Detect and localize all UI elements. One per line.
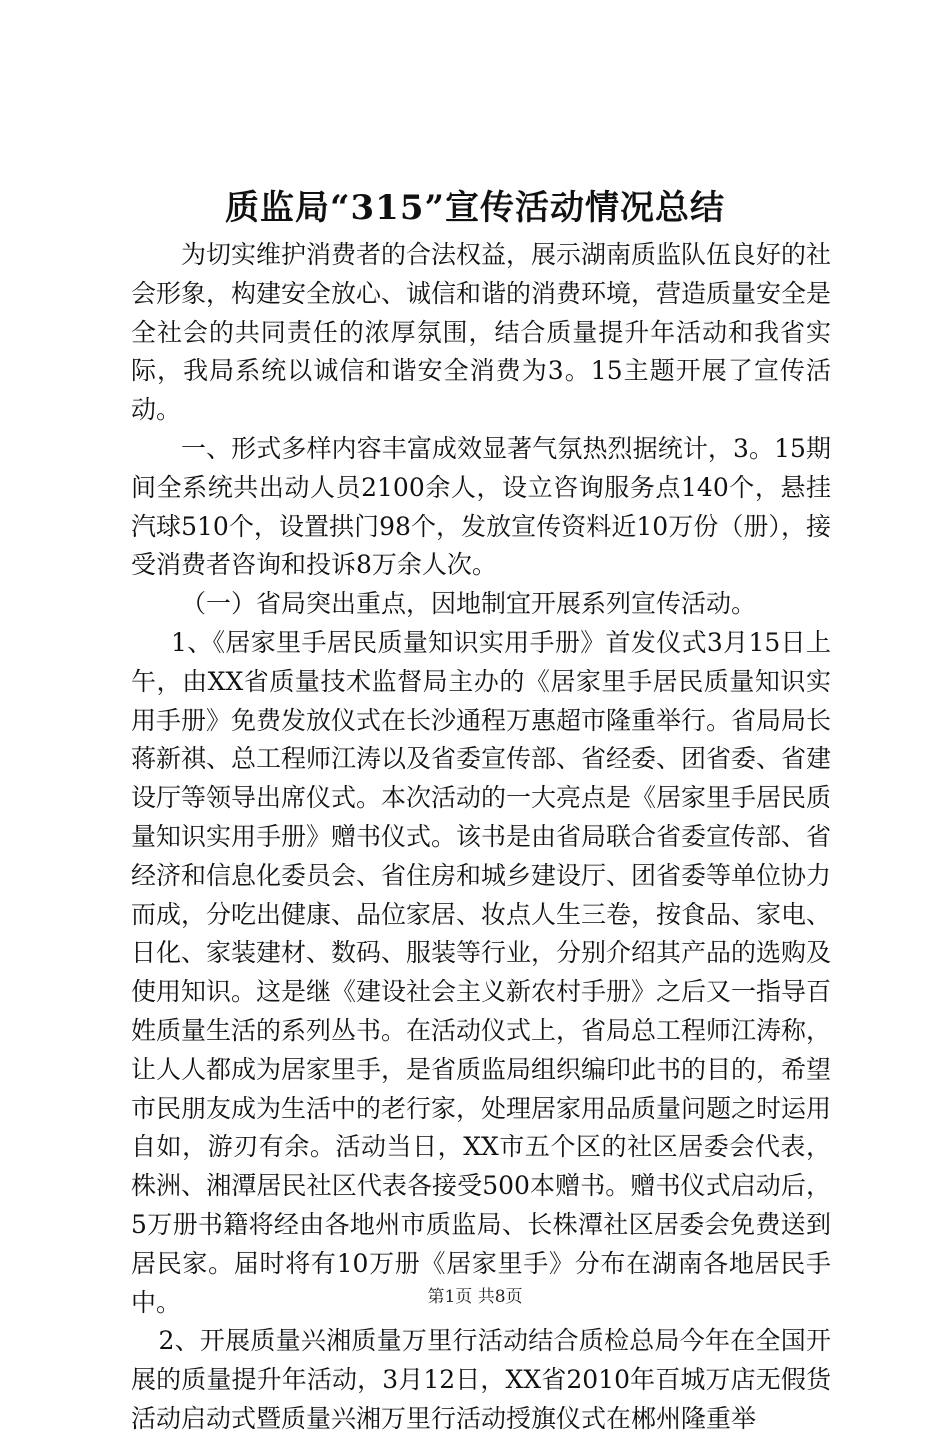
paragraph-intro: 为切实维护消费者的合法权益，展示湖南质监队伍良好的社会形象，构建安全放心、诚信和谐的消费环境，营造质量安全是全社会的共同责任的浓厚氛围，结合质量提升年活动和我省实际，我局系统以诚信和谐安全消费为3。15主题开展了宣传活动。 (131, 240, 832, 425)
paragraph-subsection-one: （一）省局突出重点，因地制宜开展系列宣传活动。 (181, 589, 757, 619)
paragraph-section-one: 一、形式多样内容丰富成效显著气氛热烈据统计，3。15期间全系统共出动人员2100余人，设立咨询服务点140个，悬挂汽球510个，设置拱门98个，发放宣传资料近10万份（册），接受消费者咨询和投诉8万余人次。 (131, 433, 831, 580)
paragraph-item-one: 1、《居家里手居民质量知识实用手册》首发仪式3月15日上午，由XX省质量技术监督局主办的《居家里手居民质量知识实用手册》免费发放仪式在长沙通程万惠超市隆重举行。省局局长蒋新祺、总工程师江涛以及省委宣传部、省经委、团省委、省建设厅等领导出席仪式。本次活动的一大亮点是《居家里手居民质量知识实用手册》赠书仪式。该书是由省局联合省委宣传部、省经济和信息化委员会、省住房和城乡建设厅、团省委等单位协力而成，分吃出健康、品位家居、妆点人生三卷，按食品、家电、日化、家装建材、数码、服装等行业，分别介绍其产品的选购及使用知识。这是继《建设社会主义新农村手册》之后又一指导百姓质量生活的系列丛书。在活动仪式上，省局总工程师江涛称，让人人都成为居家里手，是省质监局组织编印此书的目的，希望市民朋友成为生活中的老行家，处理居家用品质量问题之时运用自如，游刃有余。活动当日，XX市五个区的社区居委会代表，株洲、湘潭居民社区代表各接受500本赠书。赠书仪式启动后，5万册书籍将经由各地州市质监局、长株潭社区居委会免费送到居民家。届时将有10万册《居家里手》分布在湖南各地居民手中。 (131, 627, 832, 1317)
document-body (131, 236, 831, 1439)
page-number-footer: 第1页 共8页 (427, 1287, 523, 1307)
paragraph-item-two: 2、开展质量兴湘质量万里行活动结合质检总局今年在全国开展的质量提升年活动，3月12日，XX省2010年百城万店无假货活动启动式暨质量兴湘万里行活动授旗仪式在郴州隆重举 (131, 1326, 831, 1433)
document-title: 质监局“315”宣传活动情况总结 (224, 188, 726, 228)
